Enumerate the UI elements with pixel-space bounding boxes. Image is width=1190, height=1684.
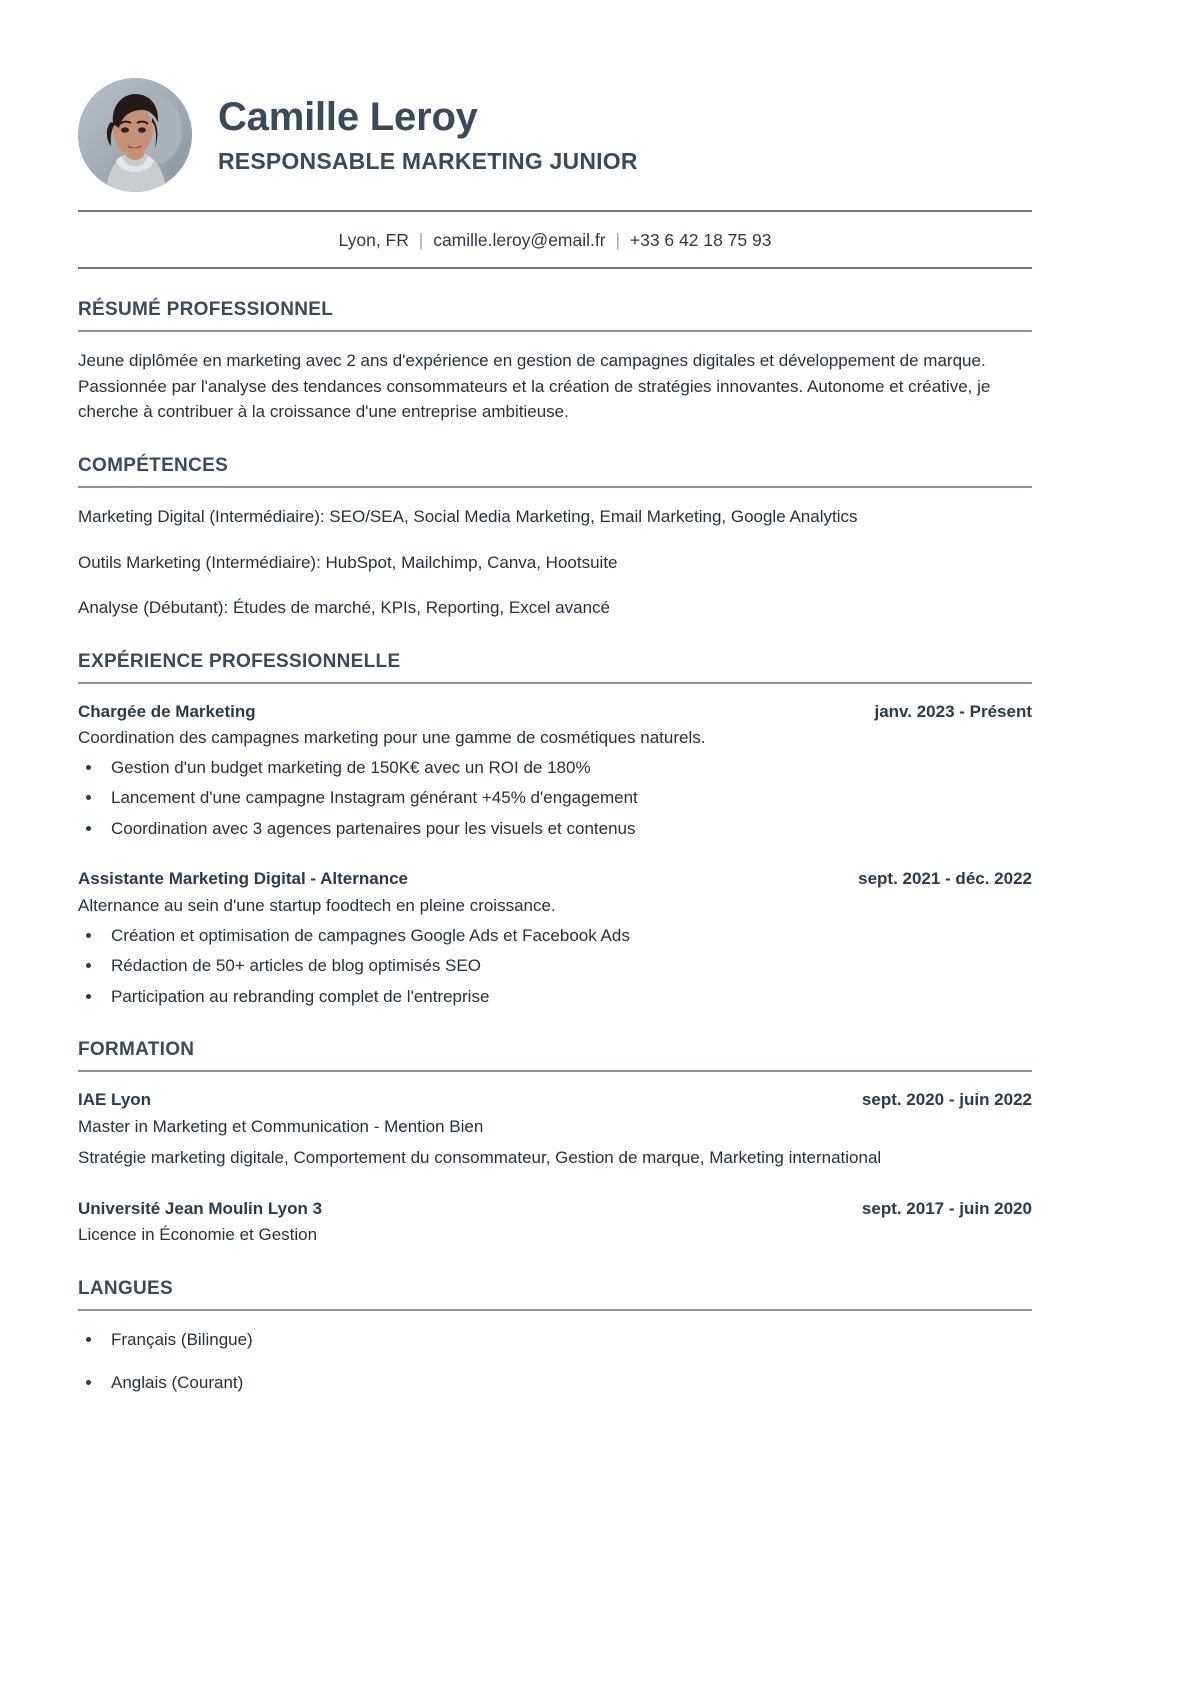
experience-role: Assistante Marketing Digital - Alternance: [78, 869, 409, 889]
experience-bullets: [78, 923, 1032, 1010]
experience-entry: [78, 867, 1032, 1009]
section-title-summary: RÉSUMÉ PROFESSIONNEL: [78, 298, 334, 320]
list-item: Lancement d'une campagne Instagram générant +45% d'engagement: [78, 785, 1032, 811]
contact-separator-2: |: [615, 230, 620, 250]
job-title: RESPONSABLE MARKETING JUNIOR: [218, 147, 638, 174]
summary-text: Jeune diplômée en marketing avec 2 ans d'expérience en gestion de campagnes digitales et développement de marque. Passionnée par l'analyse des tendances consommateurs et la création de stratégies innovantes. Autonome et créative, je cherche à contribuer à la croissance d'une entreprise ambitieuse.: [78, 350, 991, 422]
section-education: [78, 1039, 1032, 1248]
contact-separator-1: |: [418, 230, 424, 250]
education-school: IAE Lyon: [78, 1090, 152, 1110]
education-body: [78, 1072, 1032, 1248]
page-title: Camille Leroy: [218, 94, 478, 139]
education-entry: [78, 1197, 1032, 1248]
list-item: Gestion d'un budget marketing de 150K€ avec un ROI de 180%: [78, 755, 1032, 781]
list-item: Anglais (Courant): [78, 1370, 1032, 1396]
experience-description: Coordination des campagnes marketing pour une gamme de cosmétiques naturels.: [78, 728, 706, 748]
experience-entry: [78, 700, 1032, 842]
experience-date: sept. 2021 - déc. 2022: [858, 869, 1032, 889]
education-date: sept. 2017 - juin 2020: [861, 1198, 1032, 1218]
experience-entry-head: [78, 867, 1032, 892]
section-experience: [78, 651, 1032, 1009]
education-school: Université Jean Moulin Lyon 3: [78, 1198, 323, 1218]
contact-line: [78, 212, 1032, 267]
list-item: Rédaction de 50+ articles de blog optimisés SEO: [78, 953, 1032, 979]
contact-email[interactable]: camille.leroy@email.fr: [433, 230, 606, 250]
list-item: Français (Bilingue): [78, 1327, 1032, 1353]
education-entry: [78, 1088, 1032, 1171]
languages-list: [78, 1327, 1032, 1396]
section-summary: [78, 299, 1032, 425]
experience-body: [78, 684, 1032, 1009]
experience-role: Chargée de Marketing: [78, 701, 256, 721]
profile-photo-icon: [78, 78, 192, 192]
education-degree: Licence in Économie et Gestion: [78, 1225, 318, 1245]
education-date: sept. 2020 - juin 2022: [861, 1090, 1032, 1110]
list-item: Création et optimisation de campagnes Google Ads et Facebook Ads: [78, 923, 1032, 949]
name-block: [218, 95, 1032, 175]
skill-line: Outils Marketing (Intermédiaire): HubSpot, Mailchimp, Canva, Hootsuite: [78, 552, 618, 572]
skill-line: Marketing Digital (Intermédiaire): SEO/SEA, Social Media Marketing, Email Marketing, Google Analytics: [78, 507, 858, 527]
experience-entry-head: [78, 700, 1032, 725]
section-title-education: FORMATION: [78, 1039, 195, 1061]
education-courses: Stratégie marketing digitale, Comportement du consommateur, Gestion de marque, Marketing international: [78, 1148, 882, 1168]
contact-location: Lyon, FR: [338, 230, 409, 250]
experience-bullets: [78, 755, 1032, 842]
resume-content: [78, 78, 1032, 1396]
section-title-languages: LANGUES: [78, 1277, 173, 1299]
contact-divider: [78, 267, 1032, 269]
contact-phone[interactable]: +33 6 42 18 75 93: [629, 230, 772, 250]
education-entry-head: [78, 1197, 1032, 1222]
avatar: [78, 78, 192, 192]
section-languages: [78, 1278, 1032, 1396]
resume-header: [78, 78, 1032, 192]
experience-description: Alternance au sein d'une startup foodtech en pleine croissance.: [78, 896, 556, 916]
section-title-skills: COMPÉTENCES: [78, 455, 229, 477]
education-entry-head: [78, 1088, 1032, 1113]
skills-body: [78, 488, 1032, 621]
education-degree: Master in Marketing et Communication - Mention Bien: [78, 1116, 484, 1136]
languages-body: [78, 1311, 1032, 1396]
list-item: Participation au rebranding complet de l'entreprise: [78, 984, 1032, 1010]
summary-body: [78, 332, 1032, 425]
section-skills: [78, 455, 1032, 621]
resume-sheet: [12, 12, 1178, 1672]
skill-line: Analyse (Débutant): Études de marché, KPIs, Reporting, Excel avancé: [78, 598, 610, 618]
section-title-experience: EXPÉRIENCE PROFESSIONNELLE: [78, 650, 401, 672]
list-item: Coordination avec 3 agences partenaires pour les visuels et contenus: [78, 816, 1032, 842]
experience-date: janv. 2023 - Présent: [874, 701, 1032, 721]
